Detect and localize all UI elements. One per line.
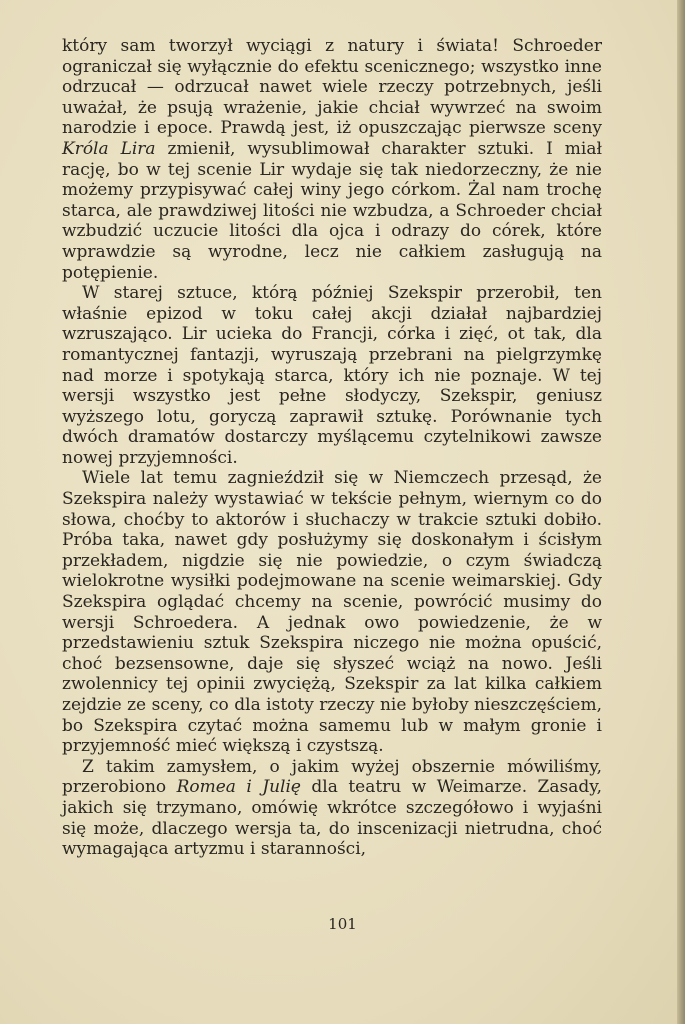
text-run: zmienił, wysublimował charakter sztuki. I miał rację, bo w tej scenie Lir wydaje się tak niedorzeczny, że nie możemy przypisywać całej winy jego córkom. Żal nam trochę starca, ale prawdziwej litości nie wzbudza, a Schroeder chciał wzbudzić uczucie litości dla ojca i odrazy do córek, które wprawdzie są wyrodne, lecz nie całkiem zasługują na potępienie. — [62, 138, 602, 283]
text-run: Z takim zamysłem, o jakim wyżej obszernie mówiliśmy, przerobiono — [62, 756, 602, 798]
text-run: W starej sztuce, którą później Szekspir przerobił, ten właśnie epizod w toku całej akcji działał najbardziej wzruszająco. Lir ucieka do Francji, córka i zięć, ot tak, dla romantycznej fantazji, wyruszają przebrani na pielgrzymkę nad morze i spotykają starca, który ich nie poznaje. W tej wersji wszystko jest pełne słodyczy, Szekspir, geniusz wyższego lotu, goryczą zaprawił sztukę. Porównanie tych dwóch dramatów dostarczy myślącemu czytelnikowi zawsze nowej przyjemności. — [62, 283, 602, 468]
page-number: 101 — [328, 915, 357, 933]
title-king-lear: Króla Lira — [62, 138, 156, 159]
page-spine-edge — [677, 0, 685, 1024]
paragraph-3 — [62, 468, 602, 756]
paragraph-1 — [62, 36, 602, 283]
title-romeo-and-juliet: Romea i Julię — [176, 777, 301, 798]
text-run: który sam tworzył wyciągi z natury i świata! Schroeder ograniczał się wyłącznie do efektu scenicznego; wszystko inne odrzucał — odrzucał nawet wiele rzeczy potrzebnych, jeśli uważał, że psują wrażenie, jakie chciał wywrzeć na swoim narodzie i epoce. Prawdą jest, iż opuszczając pierwsze sceny — [62, 36, 602, 139]
paragraph-4 — [62, 757, 602, 860]
body-text — [62, 36, 602, 860]
text-run: Wiele lat temu zagnieździł się w Niemczech przesąd, że Szekspira należy wystawiać w tekście pełnym, wiernym co do słowa, choćby to aktorów i słuchaczy w trakcie sztuki dobiło. Próba taka, nawet gdy posłużymy się doskonałym i ścisłym przekładem, nigdzie się nie powiedzie, o czym świadczą wielokrotne wysiłki podejmowane na scenie weimarskiej. Gdy Szekspira oglądać chcemy na scenie, powrócić musimy do wersji Schroedera. A jednak owo powiedzenie, że w przedstawieniu sztuk Szekspira niczego nie można opuścić, choć bezsensowne, daje się słyszeć wciąż na nowo. Jeśli zwolennicy tej opinii zwyciężą, Szekspir za lat kilka całkiem zejdzie ze sceny, co dla istoty rzeczy nie byłoby nieszczęściem, bo Szekspira czytać można samemu lub w małym gronie i przyjemność mieć większą i czystszą. — [62, 468, 602, 757]
text-run: dla teatru w Weimarze. Zasady, jakich się trzymano, omówię wkrótce szczegółowo i wyjaśni się może, dlaczego wersja ta, do inscenizacji nietrudna, choć wymagająca artyzmu i staranności, — [62, 777, 602, 860]
paragraph-2 — [62, 283, 602, 468]
